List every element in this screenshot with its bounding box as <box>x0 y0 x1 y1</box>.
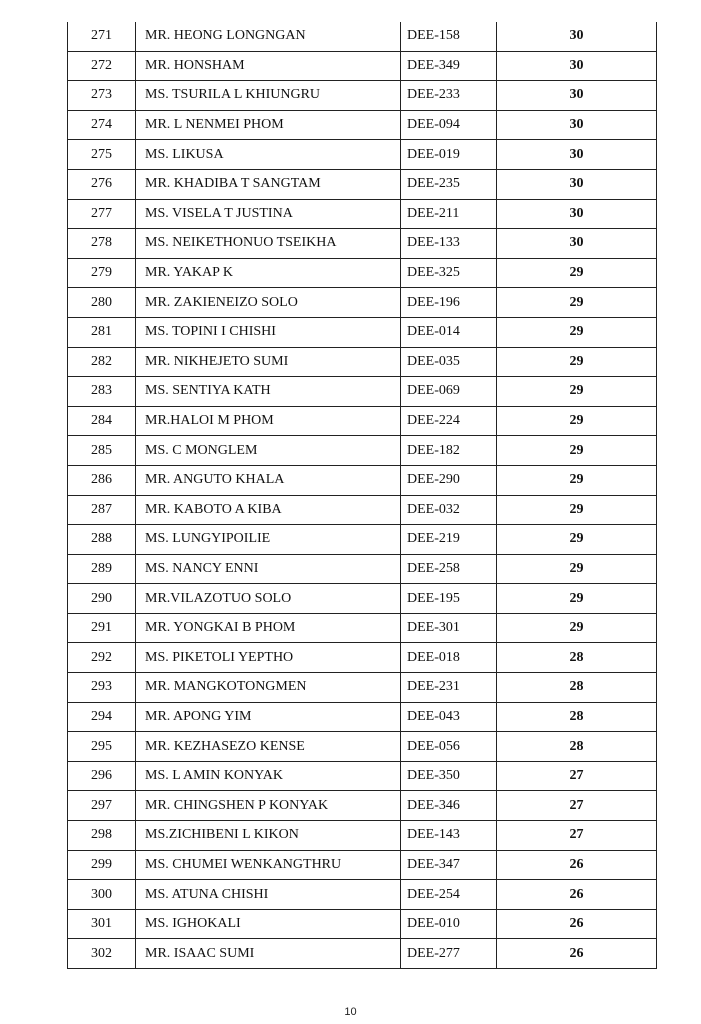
roll-code-cell: DEE-224 <box>401 406 497 436</box>
candidate-name-cell: MS. C MONGLEM <box>136 436 401 466</box>
roll-code-cell: DEE-196 <box>401 288 497 318</box>
serial-number-cell: 275 <box>68 140 136 170</box>
table-row <box>68 406 657 436</box>
serial-number-cell: 289 <box>68 554 136 584</box>
roll-code-cell: DEE-219 <box>401 525 497 555</box>
table-row <box>68 465 657 495</box>
score-cell: 29 <box>497 347 657 377</box>
serial-number-cell: 293 <box>68 673 136 703</box>
roll-code-cell: DEE-032 <box>401 495 497 525</box>
candidate-name-cell: MR.VILAZOTUO SOLO <box>136 584 401 614</box>
score-cell: 26 <box>497 850 657 880</box>
table-row <box>68 22 657 51</box>
score-cell: 28 <box>497 643 657 673</box>
score-cell: 28 <box>497 732 657 762</box>
candidate-name-cell: MR. NIKHEJETO SUMI <box>136 347 401 377</box>
candidate-name-cell: MS. SENTIYA KATH <box>136 377 401 407</box>
candidate-name-cell: MR. KHADIBA T SANGTAM <box>136 169 401 199</box>
score-cell: 30 <box>497 199 657 229</box>
serial-number-cell: 278 <box>68 229 136 259</box>
results-table <box>67 22 657 969</box>
score-cell: 27 <box>497 821 657 851</box>
table-row <box>68 791 657 821</box>
results-table-body <box>68 22 657 969</box>
serial-number-cell: 285 <box>68 436 136 466</box>
serial-number-cell: 281 <box>68 317 136 347</box>
candidate-name-cell: MS. TOPINI I CHISHI <box>136 317 401 347</box>
table-row <box>68 436 657 466</box>
candidate-name-cell: MS. PIKETOLI YEPTHO <box>136 643 401 673</box>
roll-code-cell: DEE-349 <box>401 51 497 81</box>
candidate-name-cell: MS. TSURILA L KHIUNGRU <box>136 81 401 111</box>
table-row <box>68 673 657 703</box>
candidate-name-cell: MR. YAKAP K <box>136 258 401 288</box>
table-row <box>68 761 657 791</box>
table-row <box>68 51 657 81</box>
score-cell: 27 <box>497 761 657 791</box>
serial-number-cell: 280 <box>68 288 136 318</box>
serial-number-cell: 300 <box>68 880 136 910</box>
table-row <box>68 169 657 199</box>
serial-number-cell: 271 <box>68 22 136 51</box>
serial-number-cell: 294 <box>68 702 136 732</box>
roll-code-cell: DEE-143 <box>401 821 497 851</box>
roll-code-cell: DEE-019 <box>401 140 497 170</box>
serial-number-cell: 282 <box>68 347 136 377</box>
candidate-name-cell: MS. LUNGYIPOILIE <box>136 525 401 555</box>
table-row <box>68 81 657 111</box>
score-cell: 29 <box>497 525 657 555</box>
candidate-name-cell: MR. KABOTO A KIBA <box>136 495 401 525</box>
table-row <box>68 495 657 525</box>
roll-code-cell: DEE-211 <box>401 199 497 229</box>
score-cell: 30 <box>497 140 657 170</box>
candidate-name-cell: MR. APONG YIM <box>136 702 401 732</box>
table-row <box>68 110 657 140</box>
candidate-name-cell: MR. CHINGSHEN P KONYAK <box>136 791 401 821</box>
roll-code-cell: DEE-133 <box>401 229 497 259</box>
candidate-name-cell: MR. ISAAC SUMI <box>136 939 401 969</box>
roll-code-cell: DEE-035 <box>401 347 497 377</box>
score-cell: 26 <box>497 909 657 939</box>
roll-code-cell: DEE-346 <box>401 791 497 821</box>
serial-number-cell: 290 <box>68 584 136 614</box>
score-cell: 26 <box>497 939 657 969</box>
table-row <box>68 909 657 939</box>
score-cell: 28 <box>497 673 657 703</box>
table-row <box>68 229 657 259</box>
score-cell: 29 <box>497 288 657 318</box>
candidate-name-cell: MS. ATUNA CHISHI <box>136 880 401 910</box>
table-row <box>68 140 657 170</box>
score-cell: 29 <box>497 377 657 407</box>
candidate-name-cell: MR.HALOI M PHOM <box>136 406 401 436</box>
serial-number-cell: 296 <box>68 761 136 791</box>
score-cell: 29 <box>497 317 657 347</box>
roll-code-cell: DEE-069 <box>401 377 497 407</box>
score-cell: 27 <box>497 791 657 821</box>
serial-number-cell: 284 <box>68 406 136 436</box>
roll-code-cell: DEE-014 <box>401 317 497 347</box>
candidate-name-cell: MS. IGHOKALI <box>136 909 401 939</box>
serial-number-cell: 302 <box>68 939 136 969</box>
table-row <box>68 288 657 318</box>
roll-code-cell: DEE-094 <box>401 110 497 140</box>
table-row <box>68 939 657 969</box>
candidate-name-cell: MS. NANCY ENNI <box>136 554 401 584</box>
roll-code-cell: DEE-182 <box>401 436 497 466</box>
roll-code-cell: DEE-010 <box>401 909 497 939</box>
table-row <box>68 613 657 643</box>
roll-code-cell: DEE-277 <box>401 939 497 969</box>
table-row <box>68 317 657 347</box>
serial-number-cell: 272 <box>68 51 136 81</box>
table-row <box>68 643 657 673</box>
table-row <box>68 377 657 407</box>
roll-code-cell: DEE-018 <box>401 643 497 673</box>
roll-code-cell: DEE-233 <box>401 81 497 111</box>
table-row <box>68 199 657 229</box>
serial-number-cell: 273 <box>68 81 136 111</box>
candidate-name-cell: MS. NEIKETHONUO TSEIKHA <box>136 229 401 259</box>
table-row <box>68 258 657 288</box>
score-cell: 29 <box>497 465 657 495</box>
score-cell: 26 <box>497 880 657 910</box>
roll-code-cell: DEE-056 <box>401 732 497 762</box>
roll-code-cell: DEE-158 <box>401 22 497 51</box>
roll-code-cell: DEE-254 <box>401 880 497 910</box>
score-cell: 29 <box>497 258 657 288</box>
roll-code-cell: DEE-347 <box>401 850 497 880</box>
candidate-name-cell: MR. ZAKIENEIZO SOLO <box>136 288 401 318</box>
serial-number-cell: 288 <box>68 525 136 555</box>
score-cell: 30 <box>497 81 657 111</box>
score-cell: 30 <box>497 51 657 81</box>
table-row <box>68 821 657 851</box>
serial-number-cell: 297 <box>68 791 136 821</box>
candidate-name-cell: MR. HONSHAM <box>136 51 401 81</box>
table-row <box>68 732 657 762</box>
serial-number-cell: 286 <box>68 465 136 495</box>
serial-number-cell: 292 <box>68 643 136 673</box>
roll-code-cell: DEE-301 <box>401 613 497 643</box>
candidate-name-cell: MS. LIKUSA <box>136 140 401 170</box>
roll-code-cell: DEE-235 <box>401 169 497 199</box>
score-cell: 30 <box>497 110 657 140</box>
serial-number-cell: 274 <box>68 110 136 140</box>
candidate-name-cell: MR. KEZHASEZO KENSE <box>136 732 401 762</box>
score-cell: 29 <box>497 495 657 525</box>
candidate-name-cell: MS. CHUMEI WENKANGTHRU <box>136 850 401 880</box>
table-row <box>68 554 657 584</box>
score-cell: 28 <box>497 702 657 732</box>
score-cell: 29 <box>497 436 657 466</box>
page-number: 10 <box>344 1006 357 1018</box>
candidate-name-cell: MR. YONGKAI B PHOM <box>136 613 401 643</box>
score-cell: 30 <box>497 229 657 259</box>
candidate-name-cell: MR. L NENMEI PHOM <box>136 110 401 140</box>
roll-code-cell: DEE-290 <box>401 465 497 495</box>
roll-code-cell: DEE-231 <box>401 673 497 703</box>
table-row <box>68 347 657 377</box>
serial-number-cell: 277 <box>68 199 136 229</box>
roll-code-cell: DEE-350 <box>401 761 497 791</box>
score-cell: 29 <box>497 406 657 436</box>
score-cell: 29 <box>497 613 657 643</box>
roll-code-cell: DEE-043 <box>401 702 497 732</box>
serial-number-cell: 287 <box>68 495 136 525</box>
table-row <box>68 702 657 732</box>
roll-code-cell: DEE-195 <box>401 584 497 614</box>
roll-code-cell: DEE-258 <box>401 554 497 584</box>
score-cell: 29 <box>497 584 657 614</box>
score-cell: 30 <box>497 22 657 51</box>
candidate-name-cell: MR. HEONG LONGNGAN <box>136 22 401 51</box>
score-cell: 30 <box>497 169 657 199</box>
candidate-name-cell: MR. MANGKOTONGMEN <box>136 673 401 703</box>
table-row <box>68 525 657 555</box>
serial-number-cell: 298 <box>68 821 136 851</box>
serial-number-cell: 279 <box>68 258 136 288</box>
candidate-name-cell: MS. L AMIN KONYAK <box>136 761 401 791</box>
candidate-name-cell: MR. ANGUTO KHALA <box>136 465 401 495</box>
candidate-name-cell: MS. VISELA T JUSTINA <box>136 199 401 229</box>
candidate-name-cell: MS.ZICHIBENI L KIKON <box>136 821 401 851</box>
score-cell: 29 <box>497 554 657 584</box>
serial-number-cell: 283 <box>68 377 136 407</box>
serial-number-cell: 301 <box>68 909 136 939</box>
table-row <box>68 850 657 880</box>
table-row <box>68 880 657 910</box>
serial-number-cell: 276 <box>68 169 136 199</box>
serial-number-cell: 299 <box>68 850 136 880</box>
roll-code-cell: DEE-325 <box>401 258 497 288</box>
table-row <box>68 584 657 614</box>
serial-number-cell: 295 <box>68 732 136 762</box>
serial-number-cell: 291 <box>68 613 136 643</box>
